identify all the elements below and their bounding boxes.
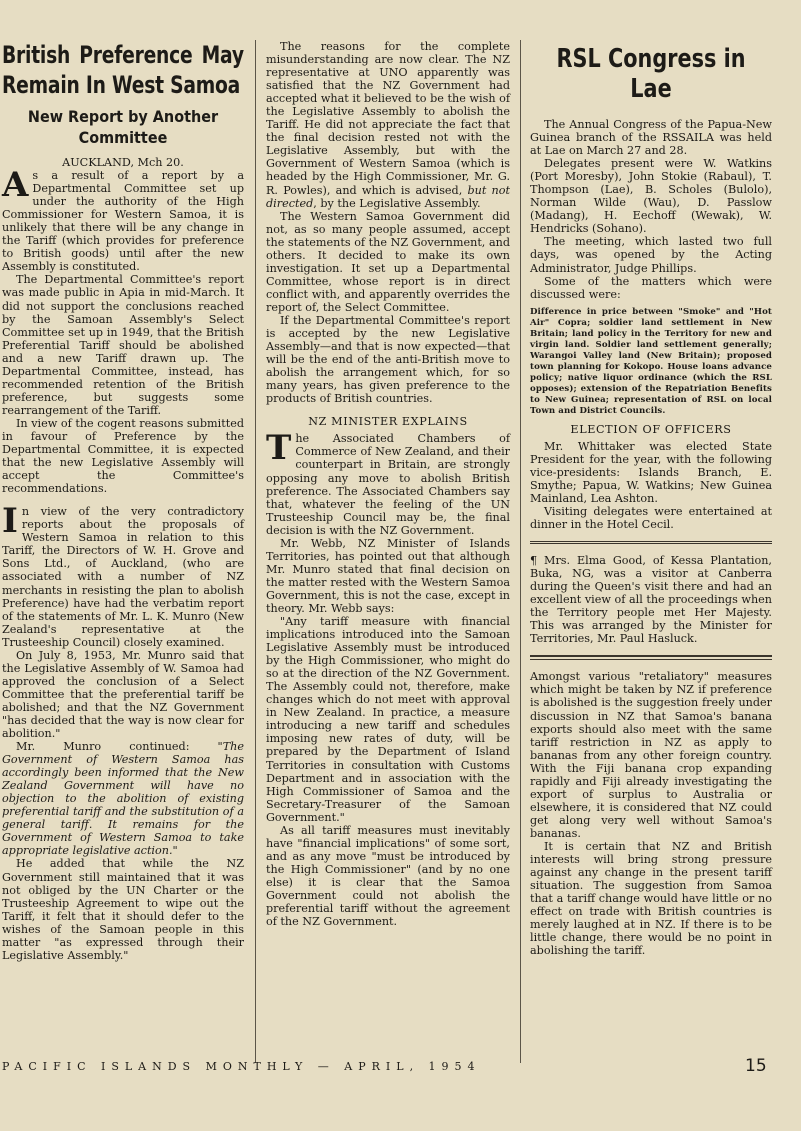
article-headline: RSL Congress in Lae — [556, 44, 746, 104]
divider — [530, 541, 772, 544]
italic-quote: The Government of Western Samoa has accordingly been informed that the New Zealand Government will have no objection to the abolition of existing preferential tariff and the substitution of a general tariff. It remains for the Government of Western Samoa to take appropriate legislative action. — [2, 740, 244, 858]
paragraph: In view of the cogent reasons submitted in favour of Preference by the Departmental Committee, it is expected that the new Legislative Assembly will accept the Committee's recommendations. — [2, 416, 244, 496]
page-number: 15 — [745, 1056, 767, 1076]
paragraph: Some of the matters which were discussed were: — [530, 274, 772, 301]
column-rule — [520, 40, 521, 1063]
paragraph: It is certain that NZ and British interests will bring strong pressure against any change in the present tariff situation. The suggestion from Samoa that a tariff change would have little or no effect on trade with British countries is merely laughed at in NZ. If there is to be little change, there would be no point in abolishing the tariff. — [530, 839, 772, 958]
paragraph: On July 8, 1953, Mr. Munro said that the Legislative Assembly of W. Samoa had approved the conclusion of a Select Committee that the preferential tariff be abolished; and that the NZ Government "has decided that the way is now clear for abolition." — [2, 648, 244, 741]
paragraph: "Any tariff measure with financial implications introduced into the Samoan Legislative Assembly must be introduced by the High Commissioner, who might do so at the direction of the NZ Government. The Assembly could not, therefore, make changes which do not meet with approval in New Zealand. In practice, a measure introducing a new tariff and schedules imposing new rates of duty, will be prepared by the Department of Island Territories in consultation with Customs Department and in association with the High Commissioner of Samoa and the Secretary-Treasurer of the Samoan Government." — [266, 615, 510, 824]
paragraph: Mr. Webb, NZ Minister of Islands Territories, has pointed out that although Mr. Munro stated that final decision on the matter rested with the Western Samoa Government, this is not the case, except in theory. Mr. Webb says: — [266, 536, 510, 615]
paragraph: The Western Samoa Government did not, as so many people assumed, accept the statements of the NZ Government, and others. It decided to make its own investigation. It set up a Departmental Committee, whose report is in direct conflict with, and apparently overrides the report of, the Select Committee. — [266, 209, 510, 314]
column-rule — [255, 40, 256, 1063]
paragraph: The Annual Congress of the Papua-New Guinea branch of the RSSAILA was held at Lae on March 27 and 28. — [530, 118, 772, 158]
paragraph: As a result of a report by a Departmental Committee set up under the authority of the High Commissioner for Western Samoa, it is unlikely that there will be any change in the Tariff (which provides for preference to British goods) until after the new Assembly is constituted. — [2, 165, 244, 274]
paragraph: The Associated Chambers of Commerce of New Zealand, and their counterpart in Britain, are strongly opposing any move to abolish British preference. The Associated Chambers say that, whatever the feeling of the UN Trusteeship Council may be, the final decision is with the NZ Government. — [266, 428, 510, 537]
paragraph: As all tariff measures must inevitably have "financial implications" of some sort, and as any move "must be introduced by the High Commissioner" (and by no one else) it is clear that the Samoa Government could not abolish the preferential tariff without the agreement of the NZ Government. — [266, 823, 510, 929]
paragraph: Amongst various "retaliatory" measures which might be taken by NZ if preference is abolished is the suggestion freely under discussion in NZ that Samoa's banana exports should also meet with the same tariff restriction in NZ as apply to bananas from any other foreign country. With the Fiji banana crop expanding rapidly and Fiji already investigating the export of surplus to Australia or elsewhere, it is considered that NZ could get along very well without Samoa's bananas. — [530, 670, 772, 840]
paragraph: In view of the very contradictory reports about the proposals of Western Samoa in relation to this Tariff, the Directors of W. H. Grove and Sons Ltd., of Auckland, (who are associated with a number of NZ merchants in resisting the plan to abolish Preference) have had the verbatim report of the statements of Mr. L. K. Munro (New Zealand's representative at the Trusteeship Council) closely examined. — [2, 501, 244, 649]
section-heading: ELECTION OF OFFICERS — [570, 422, 732, 436]
footer-magazine-title: PACIFIC ISLANDS MONTHLY — APRIL, 1954 — [2, 1060, 481, 1073]
paragraph: He added that while the NZ Government still maintained that it was not obliged by the UN Charter or the Trusteeship Agreement to wipe out the Tariff, it felt that it should defer to the wishes of the Samoan people in this matter "as expressed through their Legislative Assembly." — [2, 857, 244, 962]
italic-phrase: but not directed — [266, 183, 510, 210]
column-3 — [530, 40, 772, 957]
text-run: , by the Legislative Assembly. — [313, 196, 481, 210]
paragraph: If the Departmental Committee's report is accepted by the new Legislative Assembly—and that is now expected—that will be the end of the anti-British move to abolish the arrangement which, for so many years, has given preference to the products of British countries. — [266, 313, 510, 406]
text-run: Mr. Munro continued: " — [16, 740, 223, 754]
column-2 — [266, 40, 510, 928]
divider — [530, 655, 772, 660]
text-run: " — [172, 844, 178, 858]
paragraph — [266, 40, 510, 210]
paragraph — [2, 740, 244, 857]
paragraph: The Departmental Committee's report was made public in Apia in mid-March. It did not support the conclusions reached by the Samoan Assembly's Select Committee set up in 1949, that the British Preferential Tariff should be abolished and a new Tariff drawn up. The Departmental Committee, instead, has recommended retention of the British preference, but suggests some rearrangement of the Tariff. — [2, 273, 244, 417]
paragraph: Delegates present were W. Watkins (Port Moresby), John Stokie (Rabaul), T. Thompson (Lae), B. Scholes (Bulolo), Norman Wilde (Wau), D. Passlow (Madang), H. Eechoff (Wewak), W. Hendricks (Sohano). — [530, 157, 772, 236]
paragraph: Visiting delegates were entertained at dinner in the Hotel Cecil. — [530, 504, 772, 531]
dateline: AUCKLAND, Mch 20. — [62, 156, 184, 169]
text-run: The reasons for the complete misunderstanding are now clear. The NZ representative at UNO apparently was satisfied that the NZ Government had accepted what it believed to be the wish of the Legislative Assembly to abolish the Tariff. He did not appreciate the fact that the final decision rested not with the Legislative Assembly, but with the Government of Western Samoa (which is headed by the High Commissioner, Mr. G. R. Powles), and which is advised, — [266, 40, 510, 197]
paragraph: The meeting, which lasted two full days, was opened by the Acting Administrator, Judge Phillips. — [530, 235, 772, 275]
article-subhead: New Report by Another Committee — [27, 107, 219, 147]
section-heading: NZ MINISTER EXPLAINS — [308, 415, 468, 429]
brief-paragraph: ¶ Mrs. Elma Good, of Kessa Plantation, Buka, NG, was a visitor at Canberra during the Queen's visit there and had an excellent view of all the proceedings when the Territory people met Her Majesty. This was arranged by the Minister for Territories, Mr. Paul Hasluck. — [530, 554, 772, 646]
matters-list: Difference in price between "Smoke" and "Hot Air" Copra; soldier land settlement in New Britain; land policy in the Territory for new and virgin land. Soldier land settlement generally; Warangoi Valley land (New Britain); proposed town planning for Kokopo. House loans advance policy; native liquor ordinance (which the RSL opposes); extension of the Repatriation Benefits to New Guinea; representation of RSL on local Town and District Councils. — [530, 306, 772, 416]
column-1 — [2, 40, 244, 962]
article-headline: British Preference May Remain In West Samoa — [2, 41, 244, 99]
paragraph: Mr. Whittaker was elected State President for the year, with the following vice-presidents: Islands Branch, E. Smythe; Papua, W. Watkins; New Guinea Mainland, Lea Ashton. — [530, 439, 772, 505]
